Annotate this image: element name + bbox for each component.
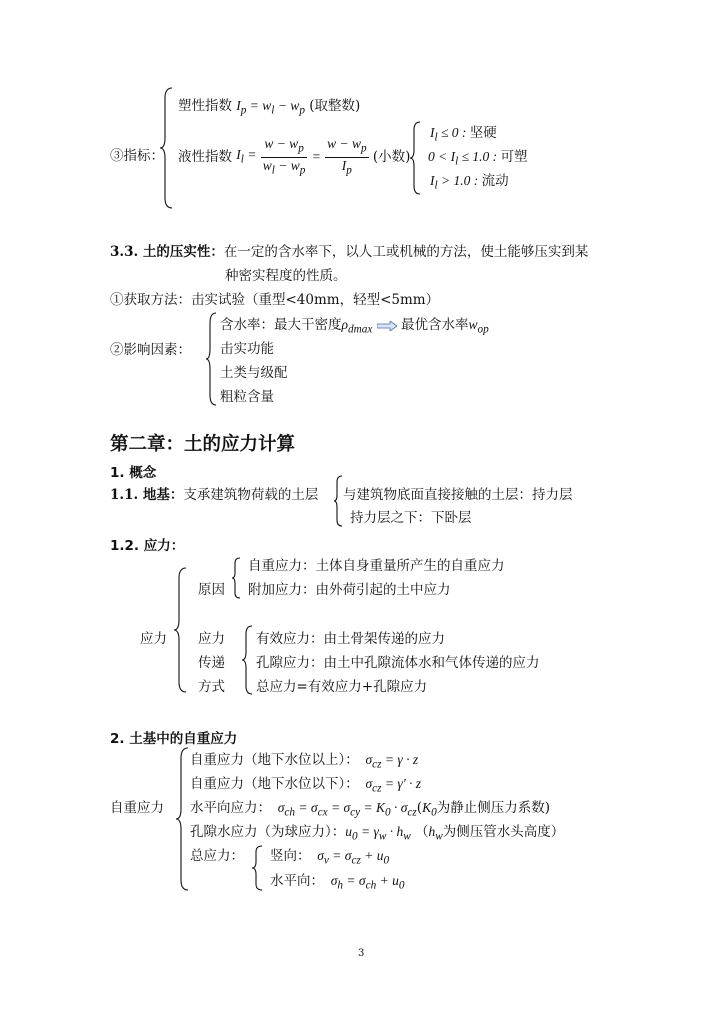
section-stress: 1.2. 应力：	[110, 538, 185, 554]
factor-soil-type: 土类与级配	[220, 365, 288, 381]
total-horizontal: 水平向： $\sigma_h = \sigma_{ch} + u_0$	[270, 873, 405, 892]
brace-stress	[174, 568, 188, 692]
transfer-label-2: 传递	[198, 655, 225, 671]
liquidity-index-formula: 液性指数 $I_l$ = $\frac{w - w_p}{w_l - w_p}$ = $\frac{w - w_p}{I_p}$ (小数)	[178, 136, 411, 177]
state-flow: $I_l > 1.0$ : 流动	[430, 173, 509, 192]
additional-stress: 附加应力：由外荷引起的土中应力	[248, 582, 451, 598]
brace-consistency	[410, 122, 422, 194]
indicator-label: ③指标：	[110, 148, 164, 164]
state-plastic: $0 < I_l \le 1.0$ : 可塑	[428, 149, 528, 168]
brace-total	[252, 846, 264, 890]
self-weight-stress: 自重应力：土体自身重量所产生的自重应力	[248, 558, 505, 574]
row-total: 总应力：	[190, 848, 244, 864]
brace-transfer	[242, 626, 254, 694]
factor-coarse: 粗粒含量	[220, 389, 274, 405]
transfer-label-1: 应力	[198, 631, 225, 647]
cause-label: 原因	[198, 582, 225, 598]
foundation-definition: 1.1. 地基：支承建筑物荷载的土层	[110, 487, 319, 503]
factor-water: 含水率：最大干密度$\rho_{dmax}$ 最优含水率$w_{op}$	[220, 317, 489, 336]
row-pore-water: 孔隙水应力（为球应力）：$u_0 = \gamma_w \cdot h_w$ （$h_w$为侧压管水头高度）	[190, 824, 565, 843]
pore-stress: 孔隙应力：由土中孔隙流体水和气体传递的应力	[256, 655, 540, 671]
effective-stress: 有效应力：由土骨架传递的应力	[256, 631, 445, 647]
page-number: 3	[358, 948, 365, 959]
transfer-label-3: 方式	[198, 679, 225, 695]
factors-label: ②影响因素：	[110, 342, 191, 358]
total-vertical: 竖向： $\sigma_v = \sigma_{cz} + u_0$	[270, 848, 390, 867]
brace-factors	[206, 313, 218, 405]
row-below-water: 自重应力（地下水位以下）： $\sigma_{cz} = \gamma' \cdot z$	[190, 776, 422, 795]
arrow-right-icon	[377, 322, 397, 330]
compaction-method: ①获取方法：击实试验（重型<40mm，轻型<5mm）	[110, 292, 440, 308]
self-weight-label: 自重应力	[110, 800, 164, 816]
section-concept: 1. 概念	[110, 465, 157, 481]
row-horizontal: 水平向应力： $\sigma_{ch} = \sigma_{cx} = \sigma_{cy} = K_0 \cdot \sigma_{cz}(K_0$为静止侧压力系数)	[190, 800, 550, 819]
row-above-water: 自重应力（地下水位以上）： $\sigma_{cz} = \gamma \cdot z$	[190, 752, 419, 771]
underlying-layer: 持力层之下：下卧层	[350, 510, 472, 526]
total-stress: 总应力=有效应力+孔隙应力	[256, 679, 428, 695]
compaction-definition: 3.3. 土的压实性：在一定的含水率下，以人工或机械的方法，使土能够压实到某	[110, 244, 589, 260]
plasticity-index-formula: 塑性指数 $I_p = w_l - w_p$ (取整数)	[178, 98, 361, 117]
brace-cause	[232, 558, 242, 598]
section-self-weight: 2. 土基中的自重应力	[110, 731, 238, 747]
chapter-title: 第二章：土的应力计算	[110, 434, 296, 455]
stress-label: 应力	[140, 631, 167, 647]
factor-energy: 击实功能	[220, 341, 274, 357]
brace-self-weight	[176, 748, 190, 890]
state-hard: $I_l \le 0$ : 坚硬	[430, 125, 497, 144]
compaction-definition-cont: 种密实程度的性质。	[225, 268, 347, 284]
bearing-layer: 与建筑物底面直接接触的土层：持力层	[343, 487, 573, 503]
